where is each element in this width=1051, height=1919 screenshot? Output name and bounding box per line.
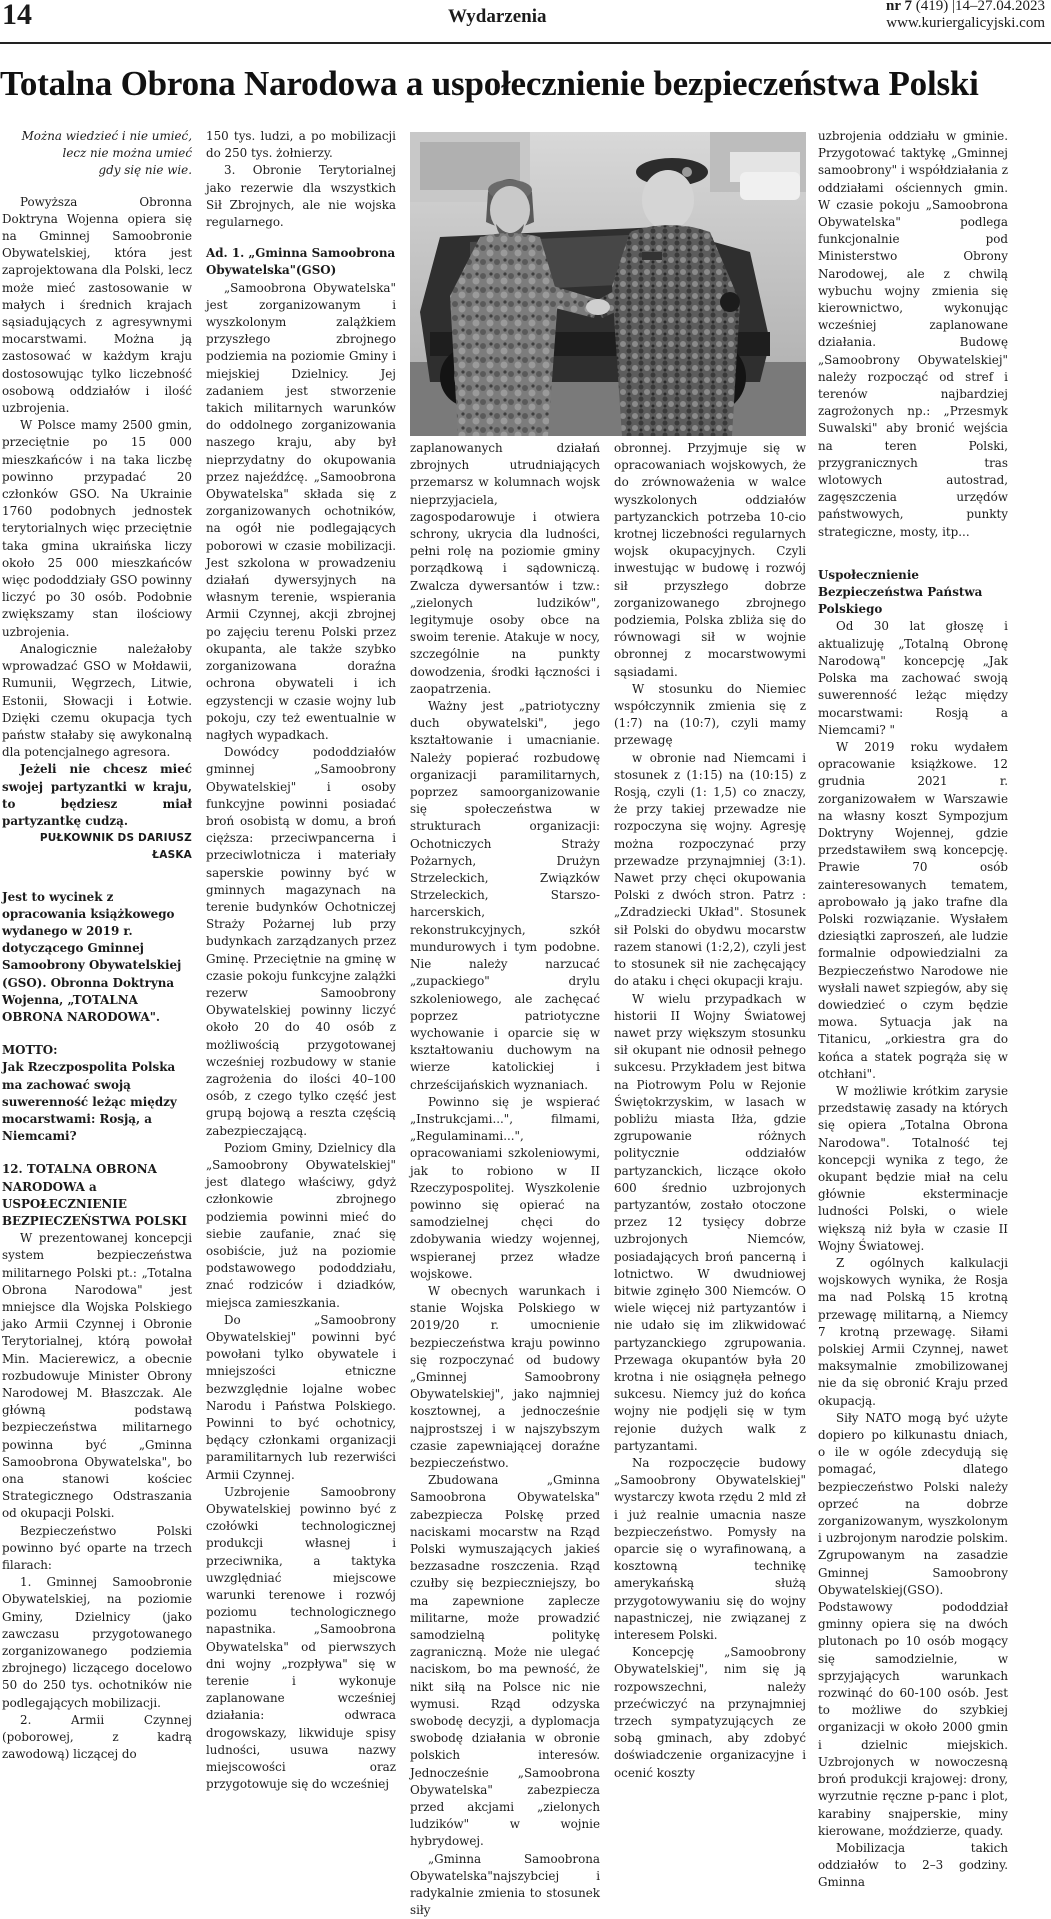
- issue-detail: (419) |14–27.04.2023: [912, 0, 1045, 14]
- paragraph: W wielu przypadkach w historii II Wojny Światowej nawet przy większym stosunku sił okupant nie odnosił pełnego sukcesu. Przykładem jest bitwa na Piotrowym Polu w Rejonie Świętokrzyskim, w lasach w pobliżu miasta Iłża, gdzie zgrupowanie różnych politycznie oddziałów partyzanckich, liczące około 600 średnio uzbrojonych partyzantów, zostało otoczone przez 12 tysięcy dobrze uzbrojonych Niemców, posiadających broń pancerną i lotnictwo. W dwudniowej bitwie zginęło 300 Niemców. O wiele więcej niż partyzantów i nie udało się im zlikwidować partyzanckiego zgrupowania. Przewaga okupantów była 20 krotna i nie osiągnęła pełnego sukcesu. Niemcy już do końca wojny nie podjęli się w tym rejonie dużych walk z partyzantami.: [614, 991, 806, 1453]
- column-3: [410, 440, 600, 1918]
- author-signature: PUŁKOWNIK DS DARIUSZ ŁASKA: [39, 832, 192, 862]
- paragraph: Siły NATO mogą być użyte dopiero po kilkunastu dniach, o ile w ogóle zdecydują się pomagać, dlatego bezpieczeństwo Polski należy oprzeć na dobrze zorganizowanym, wyszkolonym i uzbrojonym narodzie polskim. Zgrupowanym na zasadzie Gminnej Samoobrony Obywatelskiej(GSO). Podstawowy pododdział gminny opiera się na dwóch plutonach po 10 osób mogący się samodzielnie, w sprzyjających warunkach rozwinąć do 60-100 osób. Jest to możliwe do szybkiej organizacji w około 2000 gmin i dzielnic miejskich. Uzbrojonych w nowoczesną broń produkcji krajowej: drony, wyrzutnie ręczne p-panc i plot, karabiny snajperskie, miny kierowane, moździerze, quady.: [818, 1410, 1008, 1838]
- page-header: [0, 0, 1051, 44]
- website-link[interactable]: www.kuriergalicyjski.com: [886, 15, 1045, 31]
- paragraph: W Polsce mamy 2500 gmin, przeciętnie po 15 000 mieszkańców i na taka liczbę powinno przypadać 20 członków GSO. Na Ukrainie 1760 podobnych jednostek terytorialnych więc przeciętnie taka gmina ukraińska liczy około 25 000 mieszkańców więc pododdziały GSO powinny liczyć po 30 osób. Podobnie zwiększamy stan ilościowy uzbrojenia.: [2, 418, 192, 639]
- motto-label: MOTTO:: [2, 1043, 58, 1058]
- column-2: [206, 128, 396, 1792]
- paragraph: uzbrojenia oddziału w gminie. Przygotować taktykę „Gminnej samoobrony" i współdziałania z oddziałami ościennych gmin. W czasie pokoju „Samoobrona Obywatelska" podlega funkcjonalnie pod Ministerstwo Obrony Narodowej, ale z chwilą wybuchu wojny zmienia się kierownictwo, wykonując wcześniej zaplanowane działania. Budowę „Samoobrony Obywatelskiej" należy rozpocząć od stref i terenów najbardziej zagrożonych np.: „Przesmyk Suwalski" aby bronić wejścia na teren Polski, przygranicznych tras wlotowych autostrad, zagęszczenia urzędów państwowych, punkty strategiczne, mosty, itp...: [818, 129, 1008, 539]
- paragraph: Z ogólnych kalkulacji wojskowych wynika, że Rosja ma nad Polską 15 krotną przewagę militarną, a Niemcy 7 krotną przewagę. Siłami polskiej Armii Czynnej, nawet maksymalnie zmobilizowanej nie da się obronić Kraju przed okupacją.: [818, 1256, 1008, 1408]
- paragraph: w obronie nad Niemcami i stosunek z (1:15) na (10:15) z Rosją, czyli (1: 1,5) co znaczy, że przy takiej przewadze nie rozpoczyna się wojny. Agresję można rozpoczynać przy przewadze przynajmniej (3:1). Nawet przy chęci okupowania Polski z dwóch stron. Patrz : „Zdradziecki Układ". Stosunek sił Polski do obydwu mocarstw razem stanowi (1:2,2), czyli jest to stosunek sił nie zachęcający do ataku i chęci okupacji kraju.: [614, 750, 806, 989]
- article-photo: [410, 132, 806, 436]
- paragraph: „Gminna Samoobrona Obywatelska"najszybciej i radykalnie zmienia to stosunek siły: [410, 1851, 600, 1918]
- header-rule: [0, 42, 1051, 44]
- paragraph: Powyższa Obronna Doktryna Wojenna opiera się na Gminnej Samoobronie Obywatelskiej, która jest zaprojektowana dla Polski, lecz może mieć zastosowanie w małych i średnich krajach sąsiadujących z agresywnymi mocarstwami. Można ją zastosować w każdym kraju dostosowując tylko liczebność osobową oddziałów i ilość uzbrojenia.: [2, 194, 192, 416]
- paragraph: W prezentowanej koncepcji system bezpieczeństwa militarnego Polski pt.: „Totalna Obrona Narodowa" jest mniejsce dla Wojska Polskiego jako Armii Czynnej i Obronie Terytorialnej, którą powołał Min. Macierewicz, a obecnie rozbudowuje Minister Obrony Narodowej M. Błaszczak. Ale główną podstawą bezpieczeństwa militarnego powinna być „Gminna Samoobrona Obywatelska", bo ona stanowi kościec Strategicznego Odstraszania od okupacji Polski.: [2, 1231, 192, 1521]
- section-title: Wydarzenia: [448, 6, 547, 27]
- paragraph: Zbudowana „Gminna Samoobrona Obywatelska" zabezpiecza Polskę przed naciskami mocarstw na Rząd Polski wymuszających jakieś bezzasadne roszczenia. Rząd czułby się bezpieczniejszy, bo ma zapewnione zaplecze militarne, może prowadzić samodzielną politykę zagraniczną. Może nie ulegać naciskom, bo ma pewność, że nikt siłą na Polsce nic nie wymusi. Rząd odzyska swobodę decyzji, a dyplomacja swobodę działania w obronie polskich interesów. Jednocześnie „Samoobrona Obywatelska" zabezpiecza przed akcjami „zielonych ludzików" w wojnie hybrydowej.: [410, 1473, 600, 1849]
- motto-text: Jak Rzeczpospolita Polska ma zachować swoją suwerenność leżąc między mocarstwami: Rosją, a Niemcami?: [2, 1060, 177, 1144]
- paragraph: Uzbrojenie Samoobrony Obywatelskiej powinno być z czołówki technologicznej produkcji własnej i przeciwnika, a taktyka uwzględniać miejscowe warunki terenowe i rozwój poziomu technologicznego napastnika. „Samoobrona Obywatelska" od pierwszych dni wojny „rozpływa" się w terenie i wykonuje zaplanowane wcześniej działania: odwraca drogowskazy, likwiduje spisy ludności, usuwa nazwy miejscowości oraz przygotowuje się do wcześniej: [206, 1484, 396, 1792]
- photo-two-soldiers-handshake-icon: [410, 132, 806, 436]
- paragraph: Do „Samoobrony Obywatelskiej" powinni być powołani tylko obywatele i mniejszości etniczne bezwzględnie lojalne wobec Narodu i Państwa Polskiego. Powinni to być ochotnicy, będący członkami organizacji paramilitarnych lub rezerwiści Armii Czynnej.: [206, 1312, 396, 1482]
- paragraph: 150 tys. ludzi, a po mobilizacji do 250 tys. żołnierzy.: [206, 129, 396, 161]
- paragraph: Na rozpoczęcie budowy „Samoobrony Obywatelskiej" wystarczy kwota rzędu 2 mld zł i już realnie umacnia nasze bezpieczeństwo. Pomysły na oparcie się o wyrafinowaną, a kosztowną technikę amerykańską służą przygotowywaniu się do wojny napastniczej, nie związanej z interesem Polski.: [614, 1455, 806, 1643]
- paragraph: obronnej. Przyjmuje się w opracowaniach wojskowych, że do zrównoważenia w walce wyszkolonych oddziałów partyzanckich potrzeba 10-cio krotnej liczebności regularnych wojsk okupacyjnych. Czyli inwestując w budowę i rozwój sił przyszłego dobrze zorganizowanego zbrojnego podziemia, Polska zbliża się do równowagi sił w wojnie obronnej z mocarstwowymi sąsiadami.: [614, 441, 806, 679]
- paragraph: Koncepcję „Samoobrony Obywatelskiej", nim się ją rozpowszechni, należy przećwiczyć na przynajmniej trzech sympatyzujących ze sobą gminach, aby zdobyć doświadczenie organizacyjne i ocenić koszty: [614, 1645, 806, 1780]
- section-heading: 12. TOTALNA OBRONA NARODOWA a USPOŁECZNIENIE BEZPIECZEŃSTWA POLSKI: [2, 1162, 187, 1228]
- paragraph: Ważny jest „patriotyczny duch obywatelski", jego kształtowanie i umacnianie. Należy popierać rozbudowę organizacji paramilitarnych, poprzez samoorganizowanie się społeczeństwa w strukturach organizacji: Ochotniczych Straży Pożarnych, Drużyn Strzeleckich, Związków Strzeleckich, Starszo-harcerskich, rekonstrukcyjnych, szkół mundurowych i tym podobne. Nie należy narzucać „zupackiego" drylu szkoleniowego, ale zachęcać poprzez patriotyczne wychowanie i oparcie się w kształtowaniu duchowym na wierze katolickiej i chrześcijańskich wyznaniach.: [410, 699, 600, 1092]
- issue-info: [886, 0, 1045, 32]
- column-4: [614, 440, 806, 1780]
- article-title: Totalna Obrona Narodowa a uspołecznienie bezpieczeństwa Polski: [0, 64, 979, 103]
- source-note: Jest to wycinek z opracowania książkowego wydanego w 2019 r. dotyczącego Gminnej Samoobrony Obywatelskiej (GSO). Obronna Doktryna Wojenna, „TOTALNA OBRONA NARODOWA".: [2, 889, 182, 1024]
- page-number: 14: [2, 0, 32, 31]
- paragraph: 3. Obronie Terytorialnej jako rezerwie dla wszystkich Sił Zbrojnych, ale nie wojska regularnego.: [206, 163, 396, 230]
- paragraph: 1. Gminnej Samoobronie Obywatelskiej, na poziomie Gminy, Dzielnicy (jako zawczasu przygotowanego zorganizowanego podziemia zbrojnego) liczącego docelowo 50 do 250 tys. ochotników nie podlegających mobilizacji.: [2, 1575, 192, 1710]
- paragraph: Powinno się je wspierać „Instrukcjami...", filmami, „Regulaminami...", opracowaniami szkoleniowymi, jak to robiono w II Rzeczypospolitej. Wyszkolenie powinno się opierać na samodzielnej chęci do zdobywania wiedzy wojennej, wspieranej przez władze wojskowe.: [410, 1094, 600, 1281]
- paragraph: Poziom Gminy, Dzielnicy dla „Samoobrony Obywatelskiej" jest dlatego właściwy, gdyż członkowie zbrojnego podziemia powinni mieć do siebie zaufanie, znać się osobiście, już na poziomie podstawowego pododdziału, znać rodziców i dziadków, miejsca zamieszkania.: [206, 1140, 396, 1310]
- motto-line-3: gdy się nie wie.: [98, 163, 192, 178]
- motto-line-1: Można wiedzieć i nie umieć,: [21, 129, 192, 143]
- paragraph: W obecnych warunkach i stanie Wojska Polskiego w 2019/20 r. umocnienie bezpieczeństwa kraju powinno się rozpoczynać od budowy „Gminnej Samoobrony Obywatelskiej", jako najmniej kosztownej, a jednocześnie najprostszej i w najszybszym czasie zapewniającej doraźne bezpieczeństwo.: [410, 1283, 600, 1470]
- issue-number: nr 7: [886, 0, 912, 14]
- subheading: Ad. 1. „Gminna Samoobrona Obywatelska"(GSO): [206, 246, 396, 278]
- column-1: [2, 128, 192, 1762]
- column-5: [818, 128, 1008, 1890]
- paragraph: Bezpieczeństwo Polski powinno być oparte na trzech filarach:: [2, 1523, 192, 1573]
- paragraph: 2. Armii Czynnej (poborowej, z kadrą zawodową) liczącej do: [2, 1712, 192, 1762]
- paragraph: W 2019 roku wydałem opracowanie książkowe. 12 grudnia 2021 r. zorganizowałem w Warszawie na własny koszt Sympozjum Doktryny Wojennej, gdzie przedstawiłem swą koncepcję. Prawie 70 osób zainteresowanych tematem, aprobowało ją jako trafne dla Polski rozwiązanie. Wysłałem dziesiątki zaproszeń, ale ludzie formalnie odpowiedzialni za Bezpieczeństwo Narodowe nie wysłali nawet szpiegów, aby się dowiedzieć o czym będzie mowa. Sytuacja jak na Titanicu, „orkiestra gra do końca a statek pogrąża się w otchłani".: [818, 739, 1008, 1081]
- paragraph: Mobilizacja takich oddziałów to 2–3 godziny. Gminna: [818, 1840, 1008, 1890]
- paragraph: Dowódcy pododdziałów gminnej „Samoobrony Obywatelskiej" i osoby funkcyjne powinni posiadać broń osobistą w domu, a broń cięższa: przeciwpancerna i przeciwlotnicza i materiały saperskie powinny być w gminnych magazynach na terenie budynków Ochotniczej Straży Pożarnej lub przy budynkach zarządzanych przez Gminę. Przeciętnie na gminę w czasie pokoju funkcyjne zalążki rezerw Samoobrony Obywatelskiej powinny liczyć około 20 do 40 osób z możliwością przygotowanej wcześniej rozbudowy w stanie zagrożenia do ilości 40–100 osób, z czego tylko część jest grupą bojową a reszta częścią zabezpieczającą.: [206, 745, 396, 1138]
- paragraph: Od 30 lat głoszę i aktualizuję „Totalną Obronę Narodową" koncepcję „Jak Polska ma zachować swoją suwerenność leżąc między mocarstwami: Rosją a Niemcami? ": [818, 619, 1008, 737]
- paragraph: W możliwie krótkim zarysie przedstawię zasady na których się opiera „Totalna Obrona Narodowa". Totalność tej koncepcji wynika z tego, że okupant będzie miał na celu głównie eksterminacje ludności Polski, o wiele większą niż była w czasie II Wojny Światowej.: [818, 1083, 1008, 1253]
- paragraph: zaplanowanych działań zbrojnych utrudniających przemarsz w kolumnach wojsk nieprzyjaciela, zagospodarowuje i otwiera schrony, ukrycia dla ludności, pełni rolę na poziomie gminy porządkową i sądowniczą. Zwalcza dywersantów i tzw.: „zielonych ludzików", legitymuje osoby obce na swoim terenie. Atakuje w nocy, szczególnie na punkty dowodzenia, środki łączności i zaopatrzenia.: [410, 441, 600, 696]
- paragraph-bold: Jeżeli nie chcesz mieć swojej partyzantki w kraju, to będziesz miał partyzantkę cudzą.: [2, 762, 192, 828]
- motto-line-2: lecz nie można umieć: [62, 146, 192, 161]
- paragraph: Analogicznie należałoby wprowadzać GSO w Mołdawii, Rumunii, Węgrzech, Litwie, Estonii, Słowacji i Łotwie. Dzięki czemu okupacja tych państw stałaby się awykonalną dla potencjalnego agresora.: [2, 641, 192, 760]
- paragraph: W stosunku do Niemiec współczynnik zmienia się z (1:7) na (10:7), czyli mamy przewagę: [614, 681, 806, 748]
- paragraph: „Samoobrona Obywatelska" jest zorganizowanym i wyszkolonym zalążkiem przyszłego zbrojnego podziemia na poziomie Gminy i miejskiej Dzielnicy. Jej zadaniem jest stworzenie takich militarnych warunków do oddolnego zorganizowania naszego kraju, aby był nieprzydatny do okupowania przez najeźdźcę. „Samoobrona Obywatelska" składa się z zorganizowanych ochotników, na ogół nie podlegających poborowi w czasie mobilizacji. Jest szkolona w prowadzeniu działań dywersyjnych na własnym terenie, wspierania Armii Czynnej, akcji zbrojnej po zajęciu terenu Polski przez okupanta, ale także szybko zorganizowana doraźna ochrona obywateli i ich egzystencji w czasie wojny lub pokoju, czy też ewentualnie w nagłych wypadkach.: [206, 280, 396, 742]
- subheading: Uspołecznienie Bezpieczeństwa Państwa Polskiego: [818, 567, 983, 617]
